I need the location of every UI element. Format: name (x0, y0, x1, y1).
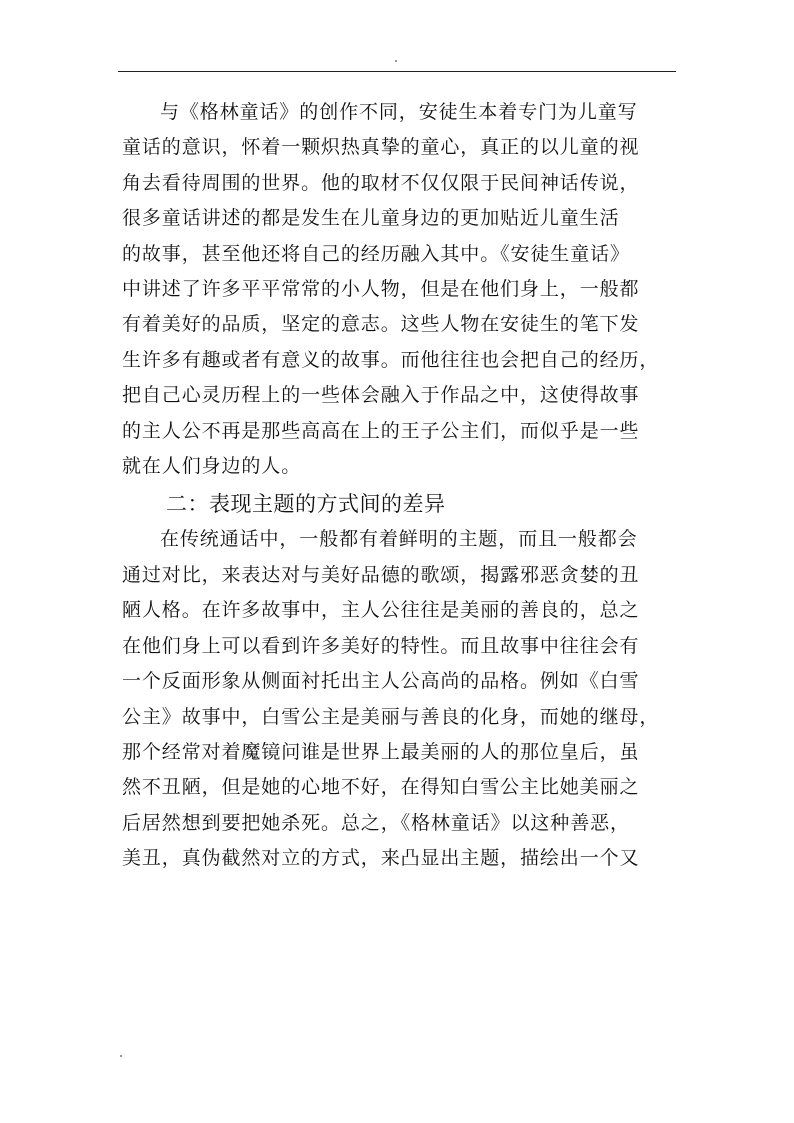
text-line: 公主》故事中，白雪公主是美丽与善良的化身，而她的继母， (122, 705, 660, 728)
header-rule (118, 71, 676, 72)
text-line: 后居然想到要把她杀死。总之，《格林童话》以这种善恶， (122, 811, 630, 834)
section-heading: 二：表现主题的方式间的差异 (166, 492, 446, 517)
text-line: 然不丑陋，但是她的心地不好，在得知白雪公主比她美丽之 (122, 776, 640, 799)
text-line: 通过对比，来表达对与美好品德的歌颂，揭露邪恶贪婪的丑 (122, 563, 640, 586)
text-line: 就在人们身边的人。 (122, 455, 302, 478)
paragraph-1 (122, 95, 674, 484)
text-line: 角去看待周围的世界。他的取材不仅仅限于民间神话传说， (122, 171, 640, 194)
text-line: 在他们身上可以看到许多美好的特性。而且故事中往往会有 (122, 634, 640, 657)
header-mark (395, 60, 397, 62)
text-line: 把自己心灵历程上的一些体会融入于作品之中，这使得故事 (122, 384, 640, 407)
text-line: 很多童话讲述的都是发生在儿童身边的更加贴近儿童生活 (122, 207, 620, 230)
footer-mark (120, 1055, 122, 1057)
text-line: 与《格林童话》的创作不同，安徒生本着专门为儿童写 (160, 101, 638, 123)
text-line: 有着美好的品质，坚定的意志。这些人物在安徒生的笔下发 (122, 313, 640, 336)
text-line: 美丑，真伪截然对立的方式，来凸显出主题，描绘出一个又 (122, 847, 640, 870)
text-line: 的主人公不再是那些高高在上的王子公主们，而似乎是一些 (122, 419, 640, 442)
text-line: 的故事，甚至他还将自己的经历融入其中。《安徒生童话》 (122, 242, 630, 265)
text-line: 一个反面形象从侧面衬托出主人公高尚的品格。例如《白雪 (122, 670, 640, 693)
text-line: 中讲述了许多平平常常的小人物，但是在他们身上，一般都 (122, 278, 640, 301)
text-line: 童话的意识，怀着一颗炽热真挚的童心，真正的以儿童的视 (122, 136, 640, 159)
text-line: 那个经常对着魔镜问谁是世界上最美丽的人的那位皇后，虽 (122, 740, 640, 763)
text-line: 生许多有趣或者有意义的故事。而他往往也会把自己的经历， (122, 348, 660, 371)
text-line: 陋人格。在许多故事中，主人公往往是美丽的善良的，总之 (122, 599, 640, 622)
document-body (122, 95, 674, 877)
paragraph-2 (122, 522, 674, 876)
text-line: 在传统通话中，一般都有着鲜明的主题，而且一般都会 (160, 528, 638, 551)
